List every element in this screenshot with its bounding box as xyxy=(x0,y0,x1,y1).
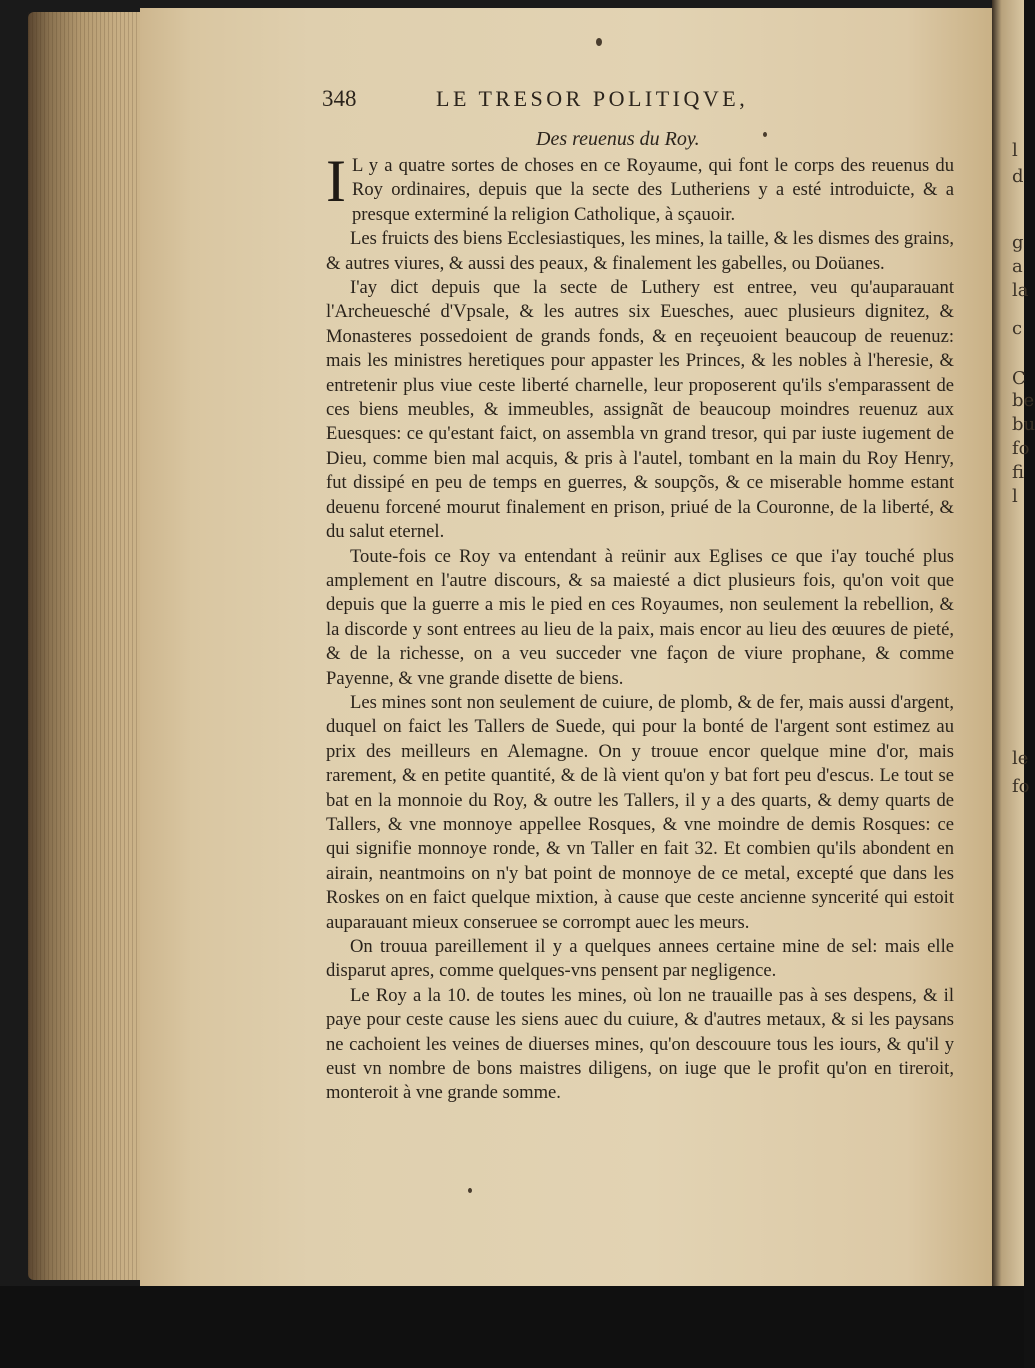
paragraph: Toute-fois ce Roy va entendant à reünir aux Eglises ce que i'ay touché plus amplement en l'autre discours, & sa maiesté a dict plusieurs fois, qu'on voit que depuis que la guerre a mis le pied en ces Royaumes, non seulement la rebellion, & la discorde y sont entrees au lieu de la paix, mais encor au lieu des œuures de pieté, & de la richesse, on a veu succeder vne façon de viure prophane, & comme Payenne, & vne grande disette de biens. xyxy=(326,545,954,689)
paragraph-text: L y a quatre sortes de choses en ce Royaume, qui font le corps des reuenus du Roy ordinaires, depuis que la secte des Lutheriens y a esté introduicte, & a presque exterminé la religion Catholique, à sçauoir. xyxy=(351,155,954,225)
paragraph: Le Roy a la 10. de toutes les mines, où lon ne trauaille pas à ses despens, & il paye pour ceste cause les siens auec du cuiure, & d'autres metaux, & si les paysans ne cachoient les veines de diuerses mines, qu'on descouure tous les iours, & qu'il y eust vn nombre de bons maistres diligens, on iuge que le profit qu'on en tireroit, monteroit à vne grande somme. xyxy=(326,984,954,1104)
ink-spot xyxy=(763,132,767,137)
next-page-fragment: a xyxy=(1012,256,1023,277)
body-text xyxy=(326,148,954,1106)
next-page-fragment: la xyxy=(1012,280,1029,301)
book-page-edges xyxy=(28,12,148,1280)
paragraph: On trouua pareillement il y a quelques annees certaine mine de sel: mais elle disparut apres, comme quelques-vns pensent par negligence. xyxy=(326,936,954,982)
next-page-fragment: bu xyxy=(1012,414,1035,435)
paragraph: Les fruicts des biens Ecclesiastiques, les mines, la taille, & les dismes des grains, & autres viures, & aussi des peaux, & finalement les gabelles, ou Doüanes. xyxy=(326,228,954,274)
next-page-fragment: fi xyxy=(1012,462,1025,483)
next-page-fragment: d xyxy=(1012,166,1024,187)
page-header xyxy=(322,86,842,120)
section-title: Des reuenus du Roy. xyxy=(536,128,700,150)
next-page-fragment: fo xyxy=(1012,776,1030,797)
ink-spot xyxy=(468,1188,472,1193)
running-title: LE TRESOR POLITIQVE, xyxy=(436,86,749,111)
scan-background xyxy=(0,1286,1024,1368)
paragraph: I'ay dict depuis que la secte de Luthery est entree, veu qu'auparauant l'Archeuesché d'Vpsale, & les autres six Euesches, auec plusieurs dignitez, & Monasteres possedoient de grands fonds, & en reçeuoient beaucoup de reuenuz: mais les ministres heretiques pour appaster les Princes, & les nobles à l'heresie, & entretenir plus viue ceste liberté charnelle, leur proposerent qu'ils s'emparassent de ces biens meubles, & immeubles, assignãt de beaucoup moindres reuenuz aux Euesques: ce qu'estant faict, on assembla vn grand tresor, qui par iuste iugement de Dieu, comme bien mal acquis, & pris à l'autel, tombant en la main du Roy Henry, fut dissipé en peu de temps en guerres, & soupçõs, & ce miserable homme estant deuenu forcené mourut finalement en prison, priué de la Couronne, de la liberté, & du salut eternel. xyxy=(326,277,954,543)
next-page-fragment: g xyxy=(1012,232,1024,253)
paragraph: Les mines sont non seulement de cuiure, de plomb, & de fer, mais aussi d'argent, duquel on faict les Tallers de Suede, qui pour la bonté de l'argent sont estimez au prix des meilleurs en Alemagne. On y trouue encor quelque mine d'or, mais rarement, & en petite quantité, & de là vient qu'on y bat fort peu d'escus. Le tout se bat en la monnoie du Roy, & outre les Tallers, il y a des quarts, & demy quarts de Tallers, & vne monnoye appellee Rosques, & vne moindre de demis Rosques: ce qui signifie monnoye ronde, & vn Taller en fait 32. Et combien qu'ils abondent en airain, neantmoins on n'y bat point de monnoye de ce metal, excepté que dans les Roskes on en faict quelque mixtion, à cause que ceste ancienne syncerité qui estoit auparauant mieux conseruee se corrompt auec les meurs. xyxy=(326,691,954,933)
next-page-fragment: C xyxy=(1012,368,1026,389)
paragraph xyxy=(326,148,954,227)
next-page-fragment: l xyxy=(1012,140,1018,161)
next-page-fragment: fo xyxy=(1012,438,1030,459)
ink-spot xyxy=(596,38,602,46)
next-page-fragment: be xyxy=(1012,390,1035,411)
next-page-fragment: c xyxy=(1012,318,1023,339)
page-number: 348 xyxy=(322,86,357,111)
drop-cap: I xyxy=(326,148,346,214)
next-page-edge xyxy=(992,0,1035,1290)
next-page-fragment: le xyxy=(1012,748,1029,769)
next-page-fragment: l xyxy=(1012,486,1018,507)
